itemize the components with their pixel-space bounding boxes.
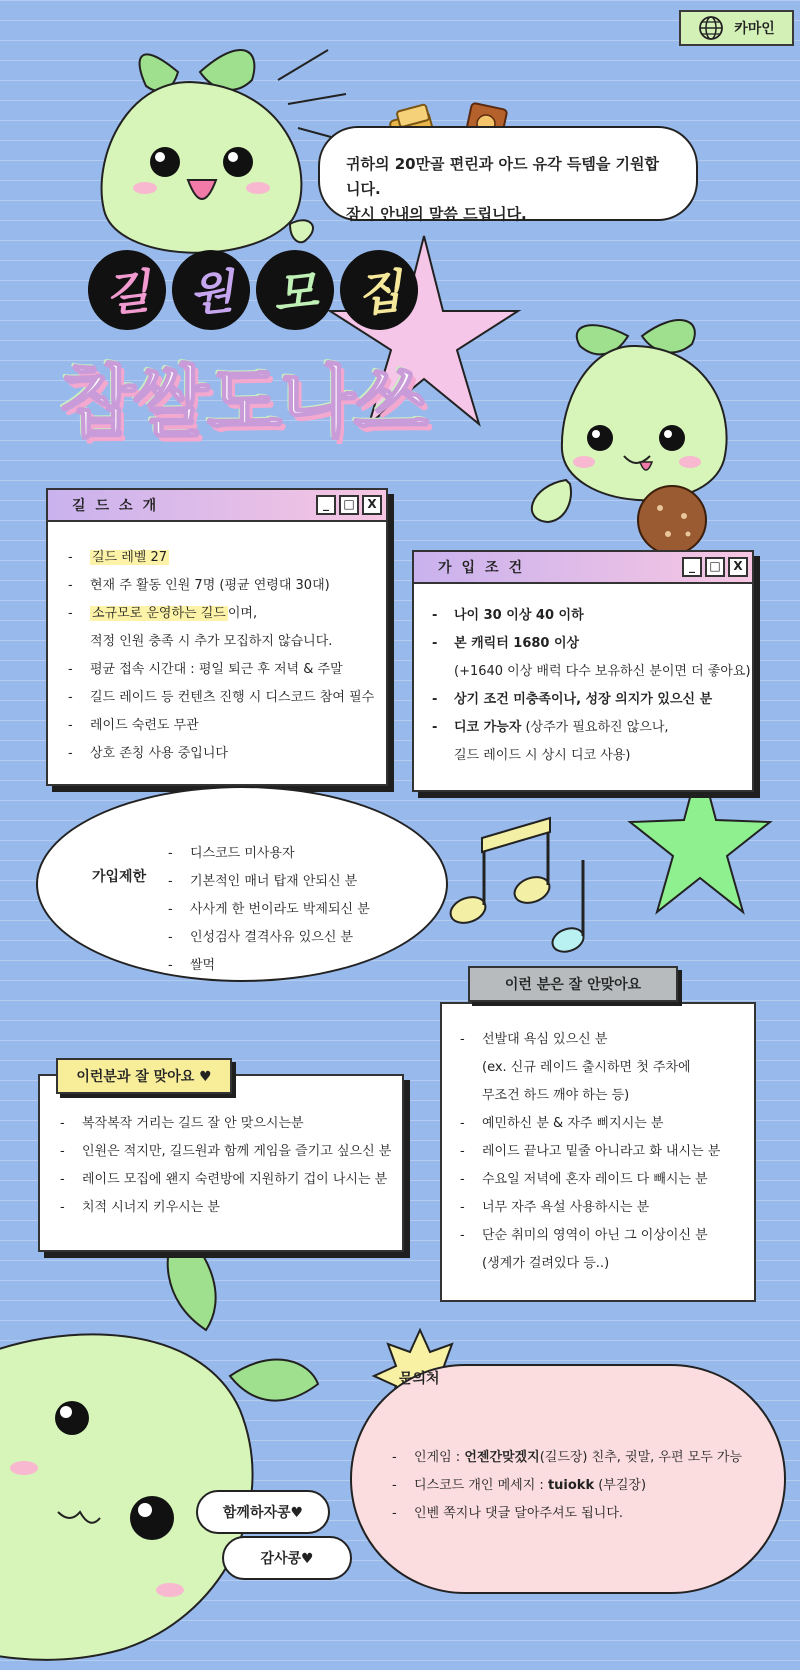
close-button[interactable]: X	[362, 495, 382, 515]
music-note-yellow	[447, 818, 553, 927]
list-item: - 사사게 한 번이라도 박제되신 분	[168, 902, 370, 917]
bad-fit-list	[460, 1026, 720, 1278]
list-item: - 상호 존칭 사용 중입니다	[68, 746, 228, 761]
greeting-bubble	[318, 126, 698, 221]
list-item: - 디스코드 개인 메세지 : tuiokk (부길장)	[392, 1478, 647, 1493]
join-conditions-list	[414, 584, 752, 770]
restrictions-list	[168, 840, 370, 980]
title-char-3: 모	[252, 246, 338, 334]
guild-intro-list	[48, 522, 386, 768]
mascot-right	[532, 320, 727, 554]
music-note-cyan	[549, 860, 587, 956]
list-item: (생계가 걸려있다 등..)	[482, 1256, 610, 1271]
good-fit-list	[60, 1110, 391, 1222]
globe-icon	[698, 15, 724, 41]
list-item: (+1640 이상 배럭 다수 보유하신 분이면 더 좋아요)	[454, 664, 751, 679]
minimize-button[interactable]: _	[682, 557, 702, 577]
good-fit-label: 이런분과 잘 맞아요 ♥	[56, 1058, 232, 1094]
list-item: - 현재 주 활동 인원 7명 (평균 연령대 30대)	[68, 578, 330, 593]
guild-name: 찹쌀도나쓰	[60, 358, 427, 448]
guild-intro-titlebar	[48, 490, 386, 522]
title-char-2: 원	[168, 246, 254, 334]
join-conditions-window	[412, 550, 754, 792]
list-item: - 쌀먹	[168, 958, 216, 973]
list-item: - 디코 가능자 (상주가 필요하진 않으나,	[432, 720, 669, 735]
list-item: - 길드 레이드 등 컨텐츠 진행 시 디스코드 참여 필수	[68, 690, 375, 705]
greeting-line-1: 귀하의 20만골 편린과 아드 유각 득템을 기원합니다.	[346, 155, 660, 198]
list-item: - 기본적인 매너 탑재 안되신 분	[168, 874, 358, 889]
list-item: - 나이 30 이상 40 이하	[432, 608, 584, 623]
join-conditions-title: 가입조건	[438, 560, 533, 576]
list-item: - 소규모로 운영하는 길드 이며,	[68, 606, 258, 621]
list-item: - 단순 취미의 영역이 아닌 그 이상이신 분	[460, 1228, 708, 1243]
thanks-pill: 감사콩♥	[222, 1536, 352, 1580]
mascot-top	[102, 50, 346, 253]
list-item: - 본 캐릭터 1680 이상	[432, 636, 580, 651]
together-pill: 함께하자콩♥	[196, 1490, 330, 1534]
minimize-button[interactable]: _	[316, 495, 336, 515]
list-item: - 예민하신 분 & 자주 삐지시는 분	[460, 1116, 664, 1131]
list-item: - 길드 레벨 27	[68, 550, 168, 565]
list-item: - 인성검사 결격사유 있으신 분	[168, 930, 354, 945]
server-name: 카마인	[734, 21, 775, 37]
close-button[interactable]: X	[728, 557, 748, 577]
bad-fit-label: 이런 분은 잘 안맞아요	[468, 966, 678, 1002]
title-char-1: 길	[84, 246, 170, 334]
contact-label: 문의처	[399, 1371, 440, 1387]
list-item: - 레이드 숙련도 무관	[68, 718, 199, 733]
list-item: - 인게임 : 언젠간맞겠지(길드장) 친추, 귓말, 우편 모두 가능	[392, 1450, 743, 1465]
list-item: - 디스코드 미사용자	[168, 846, 295, 861]
maximize-button[interactable]: □	[705, 557, 725, 577]
list-item: - 선발대 욕심 있으신 분	[460, 1032, 608, 1047]
guild-intro-window	[46, 488, 388, 786]
list-item: - 수요일 저녁에 혼자 레이드 다 빼시는 분	[460, 1172, 708, 1187]
recruit-title	[88, 250, 418, 330]
list-item: - 너무 자주 욕설 사용하시는 분	[460, 1200, 650, 1215]
title-char-4: 집	[336, 246, 422, 334]
list-item: - 인원은 적지만, 길드원과 함께 게임을 즐기고 싶으신 분	[60, 1144, 392, 1159]
maximize-button[interactable]: □	[339, 495, 359, 515]
list-item: 무조건 하드 깨야 하는 등)	[482, 1088, 630, 1103]
contact-list	[392, 1444, 742, 1528]
list-item: - 치적 시너지 키우시는 분	[60, 1200, 220, 1215]
server-badge[interactable]	[679, 10, 794, 46]
list-item: - 레이드 끝나고 밑줄 아니라고 화 내시는 분	[460, 1144, 721, 1159]
list-item: - 평균 접속 시간대 : 평일 퇴근 후 저녁 & 주말	[68, 662, 343, 677]
list-item: - 복작복작 거리는 길드 잘 안 맞으시는분	[60, 1116, 304, 1131]
discord-id: tuiokk	[547, 1478, 595, 1493]
donut-icon	[638, 486, 706, 554]
list-item: (ex. 신규 레이드 출시하면 첫 주차에	[482, 1060, 691, 1075]
greeting-line-2: 잠시 안내의 말씀 드립니다.	[346, 205, 527, 223]
restrictions-label: 가입제한	[92, 869, 147, 885]
list-item: - 레이드 모집에 왠지 숙련방에 지원하기 겁이 나시는 분	[60, 1172, 388, 1187]
mascot-bottom	[0, 1226, 318, 1660]
list-item: - 상기 조건 미충족이나, 성장 의지가 있으신 분	[432, 692, 713, 707]
list-item: 길드 레이드 시 상시 디코 사용)	[454, 748, 631, 763]
guild-master-name: 언젠간맞겠지	[464, 1450, 540, 1465]
list-item: 적정 인원 충족 시 추가 모집하지 않습니다.	[90, 634, 333, 649]
guild-intro-title: 길드소개	[72, 498, 167, 514]
join-conditions-titlebar	[414, 552, 752, 584]
list-item: - 인벤 쪽지나 댓글 달아주셔도 됩니다.	[392, 1506, 624, 1521]
